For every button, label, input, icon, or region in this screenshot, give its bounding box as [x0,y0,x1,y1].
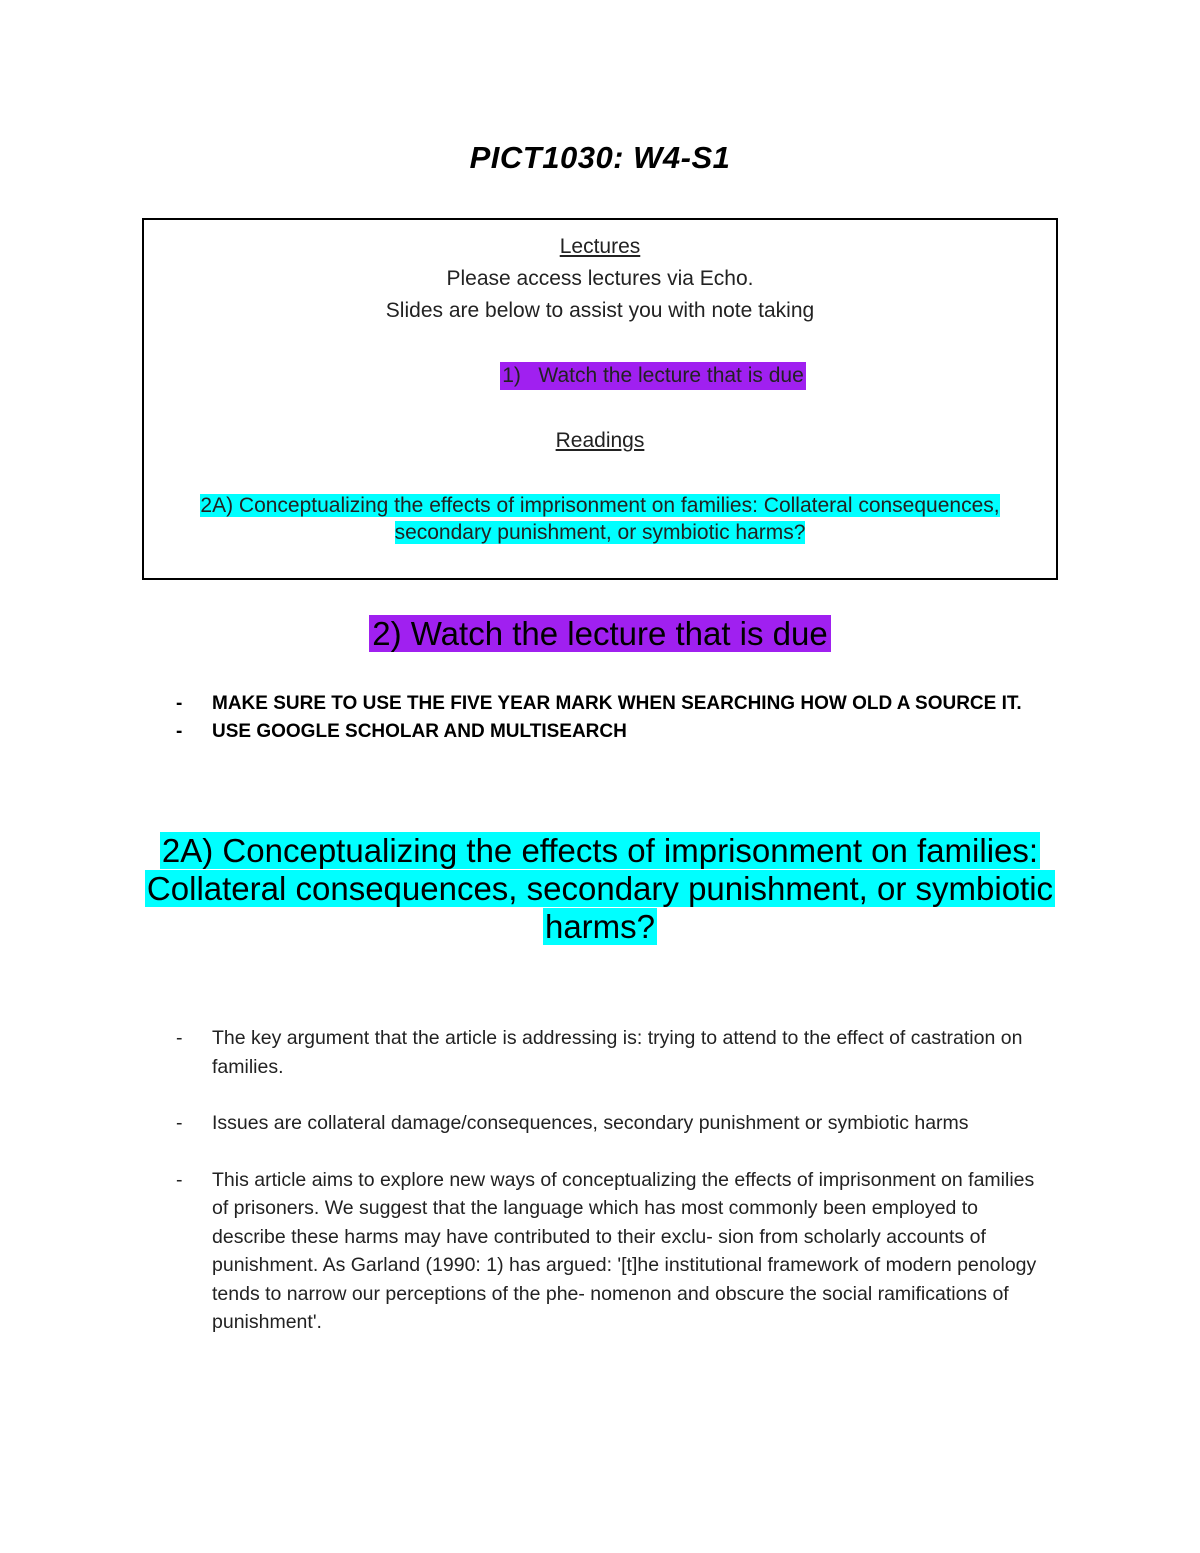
list-item [170,1024,1050,1081]
bullet-dash: - [176,1168,183,1191]
list-item [170,1109,1050,1138]
list-item-text: The key argument that the article is addressing is: trying to attend to the effect of castration on families. [212,1027,1023,1078]
search-tips-list [170,690,1050,746]
list-item-text: USE GOOGLE SCHOLAR AND MULTISEARCH [212,721,627,742]
reading-2a-line2-text: secondary punishment, or symbiotic harms? [394,521,806,544]
document-title: PICT1030: W4-S1 [469,140,731,175]
bullet-dash: - [176,693,183,714]
lecture-item-1-number: 1) [502,364,521,387]
reading-2a-line1-text: 2A) Conceptualizing the effects of imprisonment on families: Collateral consequences, [200,494,1000,517]
list-item-text: Issues are collateral damage/consequences, secondary punishment or symbiotic harms [212,1112,969,1134]
list-item [170,1166,1050,1337]
access-lectures-text: Please access lectures via Echo. [446,267,754,290]
list-item [170,690,1050,718]
bullet-dash: - [176,1112,183,1134]
slides-note-text: Slides are below to assist you with note taking [385,299,815,322]
reading-2a-heading-line3: harms? [544,908,656,945]
lecture-item-1-text: Watch the lecture that is due [538,364,804,387]
list-item-text: This article aims to explore new ways of conceptualizing the effects of imprisonment on families of prisoners. We suggest that the language which has most commonly been employed to describe these harms may have contributed to their exclu- sion from scholarly accounts of punishment. As Garland (1990: 1) has argued: '[t]he institutional framework of modern penology tends to narrow our perceptions of the phe- nomenon and obscure the social ramifications of punishment'. [212,1168,1037,1333]
lecture-item-1 [144,362,1056,390]
reading-2a-heading-line1: 2A) Conceptualizing the effects of imprisonment on families: [161,832,1039,869]
lectures-heading: Lectures [559,235,641,258]
bullet-dash: - [176,721,183,742]
watch-lecture-heading [0,612,1200,656]
reading-2a-heading [0,832,1200,946]
lecture-info-box [142,218,1058,580]
reading-notes-list [170,1024,1050,1365]
lecture-item-1-highlight [500,362,806,390]
readings-heading: Readings [555,429,645,452]
reading-2a-heading-line2: Collateral consequences, secondary punishment, or symbiotic [146,870,1054,907]
reading-2a-line2 [144,519,1056,547]
bullet-dash: - [176,1027,183,1049]
list-item-text: MAKE SURE TO USE THE FIVE YEAR MARK WHEN SEARCHING HOW OLD A SOURCE IT. [212,693,1022,714]
reading-2a-line1 [144,492,1056,520]
watch-lecture-heading-text: 2) Watch the lecture that is due [369,615,831,652]
list-item [170,718,1050,746]
